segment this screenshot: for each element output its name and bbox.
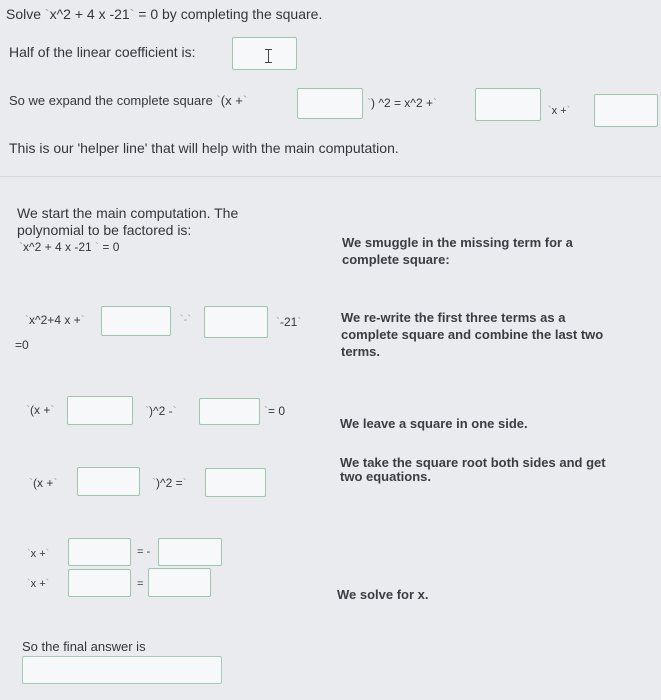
row3-input-1[interactable] [77,467,140,496]
solve-label: Solve [6,6,42,22]
row2-open: `(x +` [26,403,55,417]
expand-text: So we expand the complete square [9,93,213,108]
row2-open-text: (x + [30,403,51,417]
note-rewrite-2: complete square and combine the last two [341,327,604,342]
main-poly-eq: = 0 [102,240,120,254]
row1-sep: `-` [180,314,191,326]
final-answer-label: So the final answer is [22,639,146,654]
expand-label: So we expand the complete square `(x +` [9,93,248,108]
expand-mid-text: ) ^2 = x^2 + [371,96,433,110]
row3-close-text: )^2 = [156,476,183,490]
main-intro-line2: polynomial to be factored is: [17,222,192,238]
row4-eq: = - [137,546,151,558]
expand-input-1[interactable] [297,88,363,119]
note-smuggle-2: complete square: [342,252,450,267]
half-linear-label: Half of the linear coefficient is: [9,44,196,60]
row5-prefix: `x +` [27,578,50,590]
row1-minus-text: -21 [280,315,298,329]
note-sqrt-2: two equations. [340,469,431,484]
row2-input-2[interactable] [199,398,260,425]
row1-prefix: `x^2+4 x +` [25,313,85,327]
expand-x-plus-text: x + [551,105,567,117]
row4-prefix: `x +` [27,548,50,560]
row3-open: `(x +` [29,476,58,490]
problem-statement: Solve `x^2 + 4 x -21` = 0 by completing the square. [6,6,323,22]
final-answer-input[interactable] [22,656,222,684]
note-rewrite-1: We re-write the first three terms as a [341,310,566,325]
row1-prefix-text: x^2+4 x + [29,313,81,327]
half-linear-input[interactable] [232,37,297,70]
main-intro-line1: We start the main computation. The [17,205,239,221]
row5-eq: = [137,578,144,590]
row4-input-1[interactable] [68,538,131,566]
row1-eq: =0 [15,338,29,352]
helper-note: This is our 'helper line' that will help with the main computation. [9,140,399,156]
row4-input-2[interactable] [158,538,222,566]
row2-close: `)^2 -` [145,404,177,418]
section-divider [0,176,661,177]
row1-input-1[interactable] [101,306,171,336]
note-leave-square: We leave a square in one side. [340,416,528,431]
expand-x-plus: `x +` [548,105,571,117]
row2-eq-text: = 0 [268,404,286,418]
equation-text: x^2 + 4 x -21 [49,6,130,22]
row2-eq: `= 0 [264,404,286,418]
row1-input-2[interactable] [204,306,268,338]
row3-input-2[interactable] [205,468,266,497]
note-solve-x: We solve for x. [337,587,429,602]
row5-prefix-text: x + [30,578,46,590]
note-rewrite-3: terms. [341,344,381,359]
expand-input-2[interactable] [475,88,541,121]
main-poly-text: x^2 + 4 x -21 [23,240,92,254]
equation-tail: = 0 by completing the square. [138,6,323,22]
row5-input-1[interactable] [68,569,131,597]
row1-minus: `-21` [276,315,302,329]
expand-input-3[interactable] [594,94,658,127]
row3-close: `)^2 =` [152,476,187,490]
note-smuggle-1: We smuggle in the missing term for a [342,235,573,250]
main-poly: `x^2 + 4 x -21 ` = 0 [19,240,120,254]
row4-prefix-text: x + [30,548,46,560]
row3-open-text: (x + [33,476,54,490]
text-cursor-icon [264,49,274,63]
row2-input-1[interactable] [67,396,133,425]
expand-open: (x + [220,93,243,108]
row5-input-2[interactable] [148,568,211,597]
note-sqrt-1: We take the square root both sides and get [340,455,606,470]
expand-mid: `) ^2 = x^2 +` [367,96,437,110]
row2-close-text: )^2 - [149,404,173,418]
